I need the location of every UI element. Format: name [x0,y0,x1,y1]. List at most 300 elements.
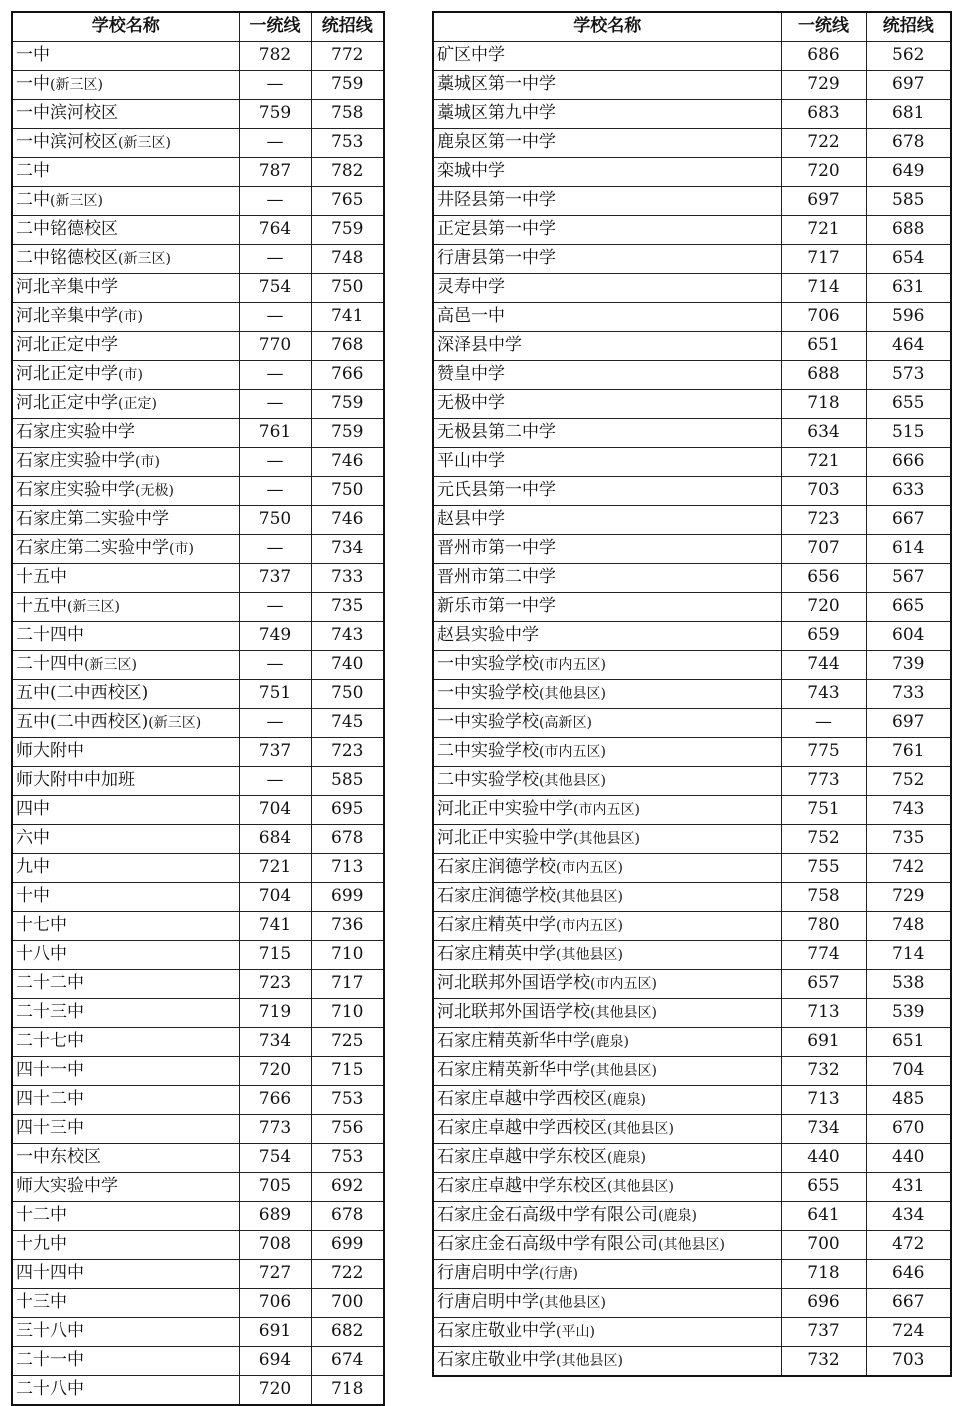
school-name: 元氏县第一中学 [437,479,556,500]
enroll-line-cell: 734 [311,534,384,563]
school-name: 平山中学 [437,450,505,471]
table-row [12,41,384,70]
table-row [12,128,384,157]
enroll-line-cell: 736 [311,911,384,940]
unified-line-cell: 683 [781,99,866,128]
enroll-line-cell: 646 [866,1259,951,1288]
school-name: 一中实验学校 [437,653,539,674]
unified-line-cell: 641 [781,1201,866,1230]
school-name: 石家庄润德学校 [437,856,556,877]
school-note: (其他县区) [556,1352,623,1369]
school-note: (新三区) [84,656,137,673]
table-row [433,650,951,679]
enroll-line-cell: 682 [311,1317,384,1346]
school-name-cell [12,1317,239,1346]
table-row [433,853,951,882]
enroll-line-cell: 765 [311,186,384,215]
school-name: 石家庄第二实验中学 [16,508,169,529]
enroll-line-cell: 750 [311,679,384,708]
enroll-line-cell: 585 [866,186,951,215]
school-name: 赵县实验中学 [437,624,539,645]
school-note: (市内五区) [573,801,640,818]
enroll-line-cell: 604 [866,621,951,650]
unified-line-cell: 744 [781,650,866,679]
table-row [12,1317,384,1346]
enroll-line-cell: 681 [866,99,951,128]
school-name-cell [433,1114,781,1143]
table-row [12,1201,384,1230]
school-name: 河北正定中学 [16,334,118,355]
school-name-cell [433,1056,781,1085]
school-name-cell [433,360,781,389]
school-name-cell [12,592,239,621]
unified-line-cell: 684 [239,824,311,853]
school-name: 石家庄实验中学 [16,421,135,442]
school-name: 石家庄卓越中学西校区 [437,1088,607,1109]
table-row [12,882,384,911]
enroll-line-cell: 735 [311,592,384,621]
unified-line-cell: 703 [781,476,866,505]
enroll-line-cell: 745 [311,708,384,737]
school-name: 井陉县第一中学 [437,189,556,210]
school-note: (市) [118,308,143,325]
school-name-cell [12,1201,239,1230]
unified-line-cell: 782 [239,41,311,70]
school-name: 石家庄第二实验中学 [16,537,169,558]
school-name-cell [12,273,239,302]
unified-line-cell: 752 [781,824,866,853]
table-row [433,331,951,360]
school-note: (新三区) [148,714,202,731]
enroll-line-cell: 772 [311,41,384,70]
school-name-cell [12,1259,239,1288]
school-name-cell [433,969,781,998]
unified-line-cell: 761 [239,418,311,447]
school-note: (鹿泉) [607,1091,646,1108]
table-row [12,650,384,679]
school-name-cell [433,708,781,737]
enroll-line-cell: 761 [866,737,951,766]
school-name-cell [12,1114,239,1143]
enroll-line-cell: 710 [311,998,384,1027]
table-row [12,708,384,737]
header-school-name: 学校名称 [433,12,781,41]
table-row [433,592,951,621]
school-name-cell [433,592,781,621]
unified-line-cell: 722 [781,128,866,157]
enroll-line-cell: 678 [866,128,951,157]
unified-line-cell: 764 [239,215,311,244]
enroll-line-cell: 752 [866,766,951,795]
school-name: 五中(二中西校区) [16,682,149,703]
enroll-line-cell: 633 [866,476,951,505]
school-name-cell [12,1085,239,1114]
table-row [433,418,951,447]
school-name-cell [12,244,239,273]
table-row [433,157,951,186]
school-name: 十中 [16,885,50,906]
unified-line-cell: — [239,70,311,99]
table-row [433,476,951,505]
enroll-line-cell: 740 [311,650,384,679]
enroll-line-cell: 614 [866,534,951,563]
unified-line-cell: 707 [781,534,866,563]
table-row [433,70,951,99]
school-name-cell [12,215,239,244]
school-name: 一中滨河校区 [16,131,118,152]
enroll-line-cell: 431 [866,1172,951,1201]
unified-line-cell: 700 [781,1230,866,1259]
school-name: 河北正中实验中学 [437,798,573,819]
school-note: (其他县区) [590,1004,657,1021]
table-row [12,244,384,273]
unified-line-cell: 727 [239,1259,311,1288]
table-row [12,1346,384,1375]
unified-line-cell: — [239,476,311,505]
school-name: 十三中 [16,1291,67,1312]
unified-line-cell: 706 [239,1288,311,1317]
school-name-cell [12,99,239,128]
school-name: 十九中 [16,1233,67,1254]
unified-line-cell: — [239,186,311,215]
school-note: (新三区) [50,192,103,209]
enroll-line-cell: 756 [311,1114,384,1143]
table-row [12,679,384,708]
table-row [433,1056,951,1085]
unified-line-cell: 651 [781,331,866,360]
unified-line-cell: 696 [781,1288,866,1317]
table-header-row [12,12,384,41]
school-name-cell [12,911,239,940]
unified-line-cell: 659 [781,621,866,650]
unified-line-cell: 721 [239,853,311,882]
school-name-cell [433,1259,781,1288]
header-school-name: 学校名称 [12,12,239,41]
enroll-line-cell: 759 [311,70,384,99]
school-name: 二中实验学校 [437,769,539,790]
table-row [12,302,384,331]
school-name: 矿区中学 [437,44,505,65]
unified-line-cell: — [239,128,311,157]
school-name: 四十三中 [16,1117,84,1138]
school-name: 河北正中实验中学 [437,827,573,848]
school-name-cell [12,1230,239,1259]
unified-line-cell: 755 [781,853,866,882]
school-name: 晋州市第一中学 [437,537,556,558]
unified-line-cell: 694 [239,1346,311,1375]
unified-line-cell: 440 [781,1143,866,1172]
school-name-cell [433,447,781,476]
school-note: (无极) [135,482,174,499]
school-name: 石家庄卓越中学东校区 [437,1175,607,1196]
school-name: 新乐市第一中学 [437,595,556,616]
school-name-cell [433,1201,781,1230]
table-row [12,360,384,389]
unified-line-cell: 657 [781,969,866,998]
unified-line-cell: 713 [781,998,866,1027]
enroll-line-cell: 714 [866,940,951,969]
table-row [433,1114,951,1143]
school-name-cell [12,447,239,476]
unified-line-cell: 715 [239,940,311,969]
unified-line-cell: 758 [781,882,866,911]
school-name: 藁城区第九中学 [437,102,556,123]
school-name-cell [12,534,239,563]
unified-line-cell: 751 [781,795,866,824]
school-name: 河北辛集中学 [16,276,118,297]
school-name: 石家庄精英中学 [437,914,556,935]
unified-line-cell: 704 [239,795,311,824]
table-row [12,824,384,853]
enroll-line-cell: 654 [866,244,951,273]
enroll-line-cell: 723 [311,737,384,766]
table-row [433,1317,951,1346]
school-name-cell [433,1346,781,1376]
school-name-cell [433,186,781,215]
enroll-line-cell: 539 [866,998,951,1027]
school-name-cell [433,389,781,418]
table-row [12,1114,384,1143]
table-row [12,1027,384,1056]
school-note: (市内五区) [539,743,606,760]
enroll-line-cell: 753 [311,1085,384,1114]
school-name-cell [433,1317,781,1346]
table-row [12,563,384,592]
table-row [433,766,951,795]
table-row [12,447,384,476]
enroll-line-cell: 782 [311,157,384,186]
table-row [433,911,951,940]
table-row [12,331,384,360]
unified-line-cell: 741 [239,911,311,940]
enroll-line-cell: 697 [866,70,951,99]
school-name-cell [12,998,239,1027]
table-row [433,940,951,969]
unified-line-cell: 704 [239,882,311,911]
school-name-cell [12,1172,239,1201]
school-name-cell [433,505,781,534]
enroll-line-cell: 651 [866,1027,951,1056]
school-name-cell [433,795,781,824]
table-row [433,447,951,476]
unified-line-cell: 737 [239,563,311,592]
enroll-line-cell: 724 [866,1317,951,1346]
school-name-cell [433,824,781,853]
school-note: (市) [118,366,143,383]
enroll-line-cell: 678 [311,824,384,853]
enroll-line-cell: 700 [311,1288,384,1317]
school-name-cell [12,1143,239,1172]
school-name: 六中 [16,827,50,848]
table-row [433,215,951,244]
unified-line-cell: 732 [781,1056,866,1085]
enroll-line-cell: 562 [866,41,951,70]
school-name: 一中东校区 [16,1146,101,1167]
table-row [12,911,384,940]
enroll-line-cell: 704 [866,1056,951,1085]
unified-line-cell: 718 [781,1259,866,1288]
school-name-cell [433,273,781,302]
table-row [433,969,951,998]
school-name: 行唐启明中学 [437,1262,539,1283]
school-name-cell [433,1143,781,1172]
school-name-cell [433,1172,781,1201]
enroll-line-cell: 538 [866,969,951,998]
school-name-cell [12,186,239,215]
enroll-line-cell: 667 [866,505,951,534]
unified-line-cell: 773 [781,766,866,795]
school-name-cell [433,853,781,882]
unified-line-cell: 759 [239,99,311,128]
table-row [12,795,384,824]
table-row [433,244,951,273]
school-name: 师大附中 [16,740,84,761]
enroll-line-cell: 567 [866,563,951,592]
school-note: (其他县区) [607,1178,674,1195]
school-name: 十五中 [16,566,67,587]
enroll-line-cell: 753 [311,128,384,157]
enroll-line-cell: 717 [311,969,384,998]
table-row [12,186,384,215]
table-row [433,1259,951,1288]
enroll-line-cell: 655 [866,389,951,418]
school-name-cell [433,41,781,70]
unified-line-cell: 750 [239,505,311,534]
table-row [12,505,384,534]
school-name-cell [12,128,239,157]
header-unified-line: 一统线 [781,12,866,41]
table-row [12,534,384,563]
school-note: (新三区) [50,76,103,93]
school-name: 一中实验学校 [437,682,539,703]
unified-line-cell: 720 [781,157,866,186]
unified-line-cell: — [239,534,311,563]
unified-line-cell: 689 [239,1201,311,1230]
table-row [433,1288,951,1317]
unified-line-cell: 720 [781,592,866,621]
school-name: 鹿泉区第一中学 [437,131,556,152]
table-row [12,1056,384,1085]
school-name-cell [12,679,239,708]
school-name: 一中 [16,44,50,65]
school-name: 二十八中 [16,1378,84,1399]
enroll-line-cell: 688 [866,215,951,244]
school-name: 石家庄精英中学 [437,943,556,964]
school-name: 十五中 [16,595,67,616]
unified-line-cell: — [239,708,311,737]
school-name: 深泽县中学 [437,334,522,355]
school-name: 河北联邦外国语学校 [437,972,590,993]
unified-line-cell: 743 [781,679,866,708]
table-row [12,737,384,766]
school-name-cell [12,853,239,882]
unified-line-cell: — [239,592,311,621]
school-name-cell [433,1027,781,1056]
unified-line-cell: 754 [239,1143,311,1172]
table-row [433,302,951,331]
school-name: 九中 [16,856,50,877]
unified-line-cell: 749 [239,621,311,650]
school-name: 二中铭德校区 [16,247,118,268]
school-note: (鹿泉) [658,1207,697,1224]
table-row [12,1085,384,1114]
table-row [12,853,384,882]
school-name: 二十四中 [16,624,84,645]
enroll-line-cell: 729 [866,882,951,911]
unified-line-cell: 717 [781,244,866,273]
enroll-line-cell: 753 [311,1143,384,1172]
unified-line-cell: 691 [239,1317,311,1346]
unified-line-cell: 775 [781,737,866,766]
enroll-line-cell: 766 [311,360,384,389]
table-body-right [433,41,951,1376]
school-name: 石家庄精英新华中学 [437,1059,590,1080]
school-name: 二十三中 [16,1001,84,1022]
unified-line-cell: — [239,650,311,679]
enroll-line-cell: 713 [311,853,384,882]
unified-line-cell: 720 [239,1375,311,1405]
enroll-line-cell: 649 [866,157,951,186]
school-name: 石家庄金石高级中学有限公司 [437,1233,658,1254]
unified-line-cell: 780 [781,911,866,940]
school-note: (其他县区) [539,772,606,789]
unified-line-cell: 706 [781,302,866,331]
school-name-cell [433,215,781,244]
table-row [433,389,951,418]
enroll-line-cell: 515 [866,418,951,447]
unified-line-cell: 705 [239,1172,311,1201]
table-row [433,708,951,737]
school-name: 十七中 [16,914,67,935]
enroll-line-cell: 758 [311,99,384,128]
school-name-cell [12,563,239,592]
school-name: 石家庄实验中学 [16,450,135,471]
table-row [433,1230,951,1259]
unified-line-cell: 751 [239,679,311,708]
school-name: 河北正定中学 [16,363,118,384]
school-note: (市内五区) [590,975,657,992]
enroll-line-cell: 743 [311,621,384,650]
unified-line-cell: — [239,360,311,389]
school-name: 栾城中学 [437,160,505,181]
school-name-cell [433,882,781,911]
enroll-line-cell: 464 [866,331,951,360]
school-note: (其他县区) [573,830,640,847]
school-note: (平山) [556,1323,595,1340]
school-name: 师大实验中学 [16,1175,118,1196]
school-name-cell [12,621,239,650]
school-name: 二十二中 [16,972,84,993]
school-name-cell [12,795,239,824]
enroll-line-cell: 596 [866,302,951,331]
unified-line-cell: 721 [781,215,866,244]
enroll-line-cell: 667 [866,1288,951,1317]
enroll-line-cell: 733 [866,679,951,708]
school-note: (其他县区) [607,1120,674,1137]
school-name-cell [12,1056,239,1085]
table-row [12,940,384,969]
school-name-cell [12,737,239,766]
school-note: (其他县区) [658,1236,725,1253]
table-row [12,998,384,1027]
unified-line-cell: — [239,447,311,476]
school-name: 一中实验学校 [437,711,539,732]
table-row [12,1230,384,1259]
school-name-cell [433,650,781,679]
school-name: 三十八中 [16,1320,84,1341]
enroll-line-cell: 718 [311,1375,384,1405]
unified-line-cell: 737 [781,1317,866,1346]
